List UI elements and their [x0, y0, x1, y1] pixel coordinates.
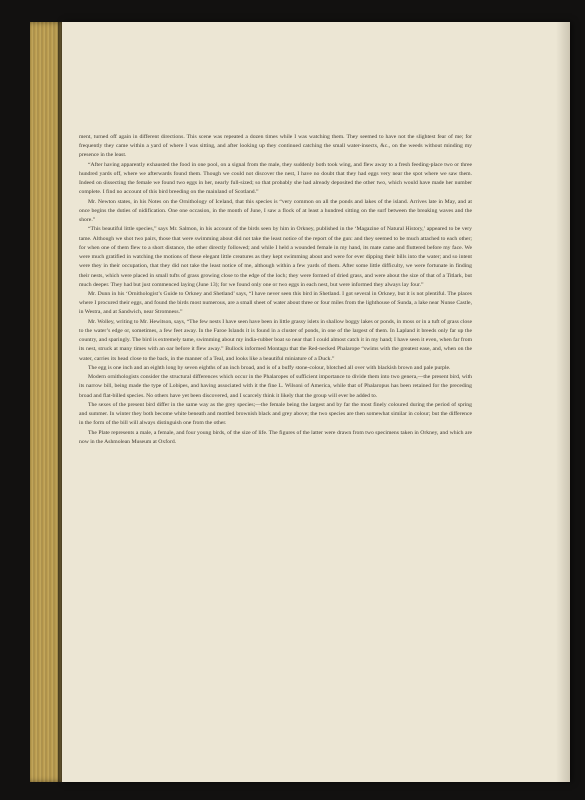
- paragraph-1: ment, turned off again in different directions. This scene was repeated a dozen times while I was watching them. They seemed to have not the slightest fear of me; for frequently they came within a yard of where I was sitting, and after looking up they continued catching the small water-insects, &c., on the weeds without minding my presence in the least.: [79, 134, 472, 159]
- paragraph-8: Modern ornithologists consider the structural differences which occur in the Phalaropes of sufficient importance to divide them into two genera,—the present bird, with its narrow bill, being made the type of Lobipes, and having associated with it the fine L. Wilsoni of America, while that of Phalaropus has been retained for the preceding broad and flat-billed species. No others have yet been discovered, and I scarcely think it likely that the group will ever be added to.: [79, 374, 472, 399]
- paragraph-10: The Plate represents a male, a female, and four young birds, of the size of life. The figures of the latter were drawn from two specimens taken in Orkney, and which are now in the Ashmolean Museum at Oxford.: [79, 429, 472, 445]
- paragraph-7: The egg is one inch and an eighth long by seven eighths of an inch broad, and is of a buffy stone-colour, blotched all over with blackish brown and pale purple.: [88, 364, 451, 371]
- body-text: [79, 133, 472, 447]
- paragraph-2: “After having apparently exhausted the food in one pool, on a signal from the male, they suddenly both took wing, and flew away to a fresh feeding-place two or three hundred yards off, where we afterwards found them. Though we could not discover the nest, I have no doubt that they had eggs very near the spot where we saw them. Indeed on dissecting the female we found two eggs in her, nearly full-sized; so that probably she had already deposited the other two, which would have made her number complete. I find no account of this bird breeding on the mainland of Scotland.”: [79, 161, 472, 196]
- paragraph-9: The sexes of the present bird differ in the same way as the grey species;—the female being the largest and by far the most finely coloured during the period of spring and summer. In winter they both become white beneath and mottled brownish black and grey above; the two species are then somewhat similar in colour; but the difference in the form of the bill will always distinguish one from the other.: [79, 401, 472, 427]
- page-edge-shading: [556, 22, 570, 782]
- paragraph-5: Mr. Dunn in his ‘Ornithologist’s Guide to Orkney and Shetland’ says, “I have never seen this bird in Shetland. I got several in Orkney, but it is not plentiful. The places where I procured their eggs, and found the birds most numerous, are a small sheet of water about three or four miles from the lighthouse of Sunda, a lake near Nunse Castle, in Westra, and at Sandwich, near Stromness.”: [79, 290, 472, 316]
- paragraph-6: Mr. Wolley, writing to Mr. Hewitson, says, “The few nests I have seen have been in little grassy islets in shallow boggy lakes or ponds, in moss or in a tuft of grass close to the water’s edge or, sometimes, a few feet away. In the Faroe Islands it is found in a cluster of ponds, in one of the largest of them. In Lapland it breeds only far up the country, and sparingly. The bird is extremely tame, swimming about my india-rubber boat so near that I could almost catch it in my hand; I have seen it even, when far from its nest, struck at many times with an oar before it flew away.” Bullock informed Montagu that the Red-necked Phalarope “swims with the greatest ease, and, when on the water, carries its head close to the back, in the manner of a Teal, and looks like a beautiful miniature of a Duck.”: [79, 318, 472, 362]
- paragraph-4: “This beautiful little species,” says Mr. Salmon, in his account of the birds seen by him in Orkney, published in the ‘Magazine of Natural History,’ appeared to be very tame. Although we shot two pairs, those that were swimming about did not take the least notice of the report of the gun: and they seemed to be much attached to each other; for when one of them flew to a short distance, the other directly followed; and while I held a wounded female in my hand, its mate came and fluttered before my face. We were much gratified in watching the motions of these elegant little creatures as they kept swimming about and were for ever dipping their bills into the water; and so intent were they in their occupation, that they did not take the least notice of me, although within a few yards of them. After some little difficulty, we were fortunate in finding their nests, which were placed in small tufts of grass growing close to the edge of the loch; they were formed of dried grass, and were about the size of that of a Titlark, but much deeper. They had but just commenced laying (June 13); for we found only one or two eggs in each nest, but were informed they always lay four.”: [79, 226, 472, 288]
- paragraph-3: Mr. Newton states, in his Notes on the Ornithology of Iceland, that this species is “very common on all the ponds and lakes of the island. Arrives late in May, and at once begins the duties of nidification. One one occasion, in the month of June, I saw a flock of at least a hundred sitting on the surf between the breaking waves and the shore.”: [79, 198, 472, 224]
